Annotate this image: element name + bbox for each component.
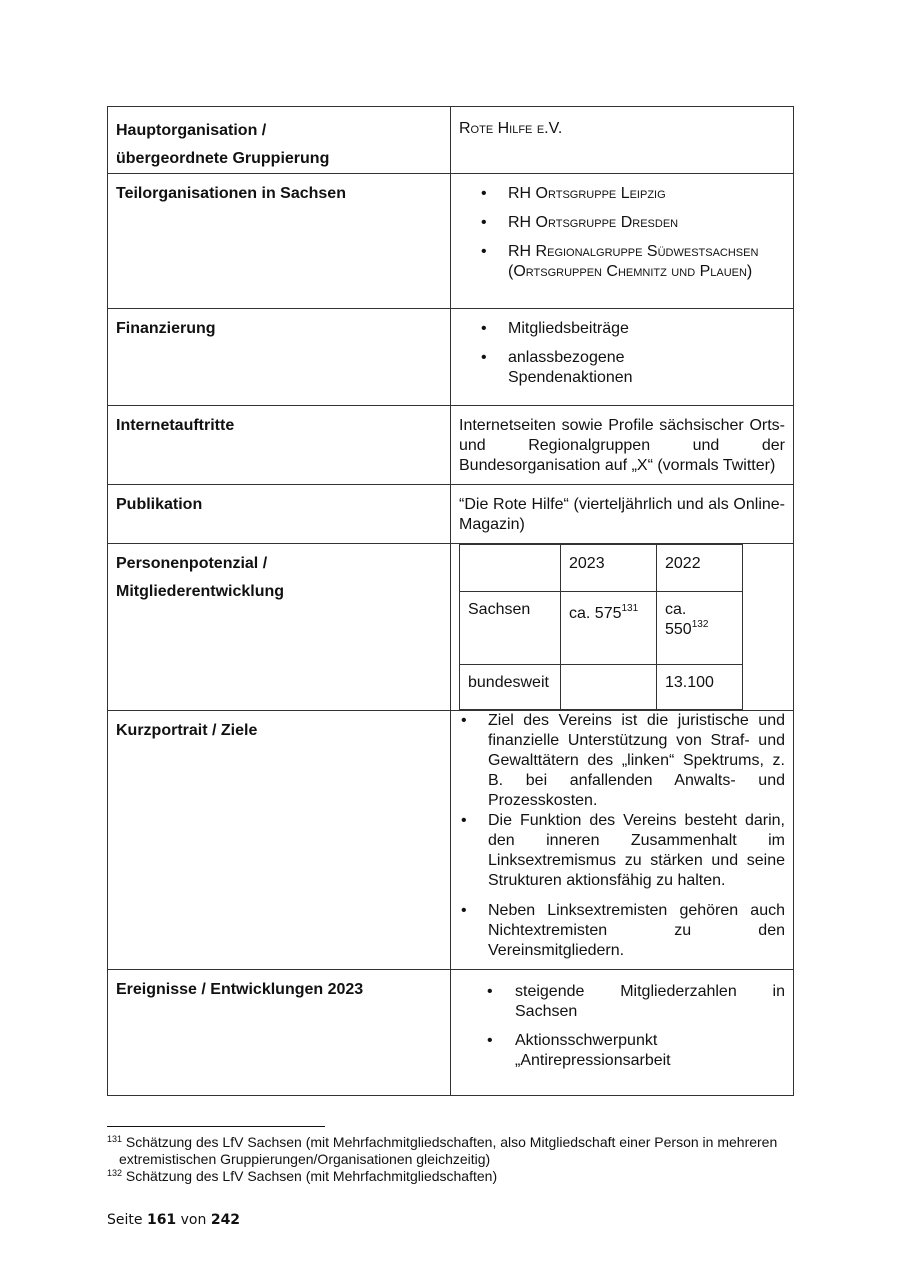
label-kurzportrait: Kurzportrait / Ziele	[116, 722, 258, 739]
bullet-icon: •	[481, 214, 487, 231]
list-item: • Aktionsschwerpunkt „Antirepressionsarbeit	[487, 1032, 671, 1069]
value-publikation: “Die Rote Hilfe“ (vierteljährlich und als Online-Magazin)	[459, 496, 785, 533]
bullet-icon: •	[461, 712, 467, 729]
cell-bundesweit-2022: 13.100	[657, 665, 743, 710]
label-mitgliederentwicklung: Mitgliederentwicklung	[116, 583, 285, 600]
label-teilorganisationen: Teilorganisationen in Sachsen	[116, 185, 346, 202]
row-personenpotenzial	[108, 544, 794, 711]
ereignisse-list	[459, 982, 785, 1071]
list-item: • Mitgliedsbeiträge	[481, 320, 629, 337]
list-item: • RH Ortsgruppe Dresden	[481, 214, 679, 231]
footnotes	[107, 1134, 794, 1185]
label-hauptorganisation: Hauptorganisation / übergeordnete Gruppierung	[116, 122, 330, 167]
bullet-icon: •	[487, 983, 493, 1000]
label-finanzierung: Finanzierung	[116, 320, 216, 337]
footnote-132: $^{132}$ Schätzung des LfV Sachsen (mit Mehrfachmitgliedschaften)	[107, 1168, 498, 1184]
footnote-ref: 131	[621, 603, 639, 614]
row-label-bundesweit: bundesweit	[460, 665, 561, 710]
table-row	[460, 545, 743, 592]
bullet-icon: •	[481, 185, 487, 202]
kurzportrait-list	[459, 711, 785, 961]
list-item: • Ziel des Vereins ist die juristische und finanzielle Unterstützung von Straf- und Gewalttätern des „linken“ Spektrums, z. B. bei anfallenden Anwalts- und Prozesskosten.	[461, 712, 785, 809]
footnote-divider	[107, 1126, 325, 1127]
membership-table	[459, 544, 743, 710]
label-internetauftritte: Internetauftritte	[116, 417, 235, 434]
bullet-icon: •	[487, 1032, 493, 1049]
list-item: • steigende Mitgliederzahlen in Sachsen	[487, 983, 785, 1020]
table-cell	[460, 545, 561, 592]
value-hauptorganisation: Rote Hilfe e.V.	[459, 120, 563, 137]
row-finanzierung	[108, 309, 794, 406]
label-personenpotenzial: Personenpotenzial /	[116, 555, 268, 572]
row-label-sachsen: Sachsen	[460, 592, 561, 665]
column-header-2022: 2022	[657, 545, 743, 592]
list-item: • RH Regionalgruppe Südwestsachsen (Ortsgruppen Chemnitz und Plauen)	[481, 243, 759, 280]
row-kurzportrait	[108, 711, 794, 970]
row-hauptorganisation	[108, 107, 794, 174]
list-item: • Die Funktion des Vereins besteht darin, den inneren Zusammenhalt im Linksextremismus zu stärken und seine Strukturen aktionsfähig zu halten.	[461, 812, 785, 889]
bullet-icon: •	[461, 902, 467, 919]
row-internetauftritte	[108, 406, 794, 485]
row-ereignisse	[108, 970, 794, 1096]
column-header-2023: 2023	[561, 545, 657, 592]
list-item: • anlassbezogene Spendenaktionen	[481, 349, 633, 386]
organisation-profile-table	[107, 106, 794, 1096]
teilorganisationen-list	[459, 184, 785, 282]
finanzierung-list	[459, 319, 785, 388]
table-row	[460, 592, 743, 665]
row-teilorganisationen	[108, 174, 794, 309]
bullet-icon: •	[481, 320, 487, 337]
cell-bundesweit-2023	[561, 665, 657, 710]
table-row	[460, 665, 743, 710]
bullet-icon: •	[461, 812, 467, 829]
cell-sachsen-2023: ca. $575^{131}$	[561, 592, 657, 665]
bullet-icon: •	[481, 243, 487, 260]
row-publikation	[108, 485, 794, 544]
footnote-ref: 132	[691, 619, 709, 630]
page-number: Seite 161 von 242	[107, 1212, 241, 1228]
footnote-131: $^{131}$ Schätzung des LfV Sachsen (mit Mehrfachmitgliedschaften, also Mitgliedschaft einer Person in mehreren extremistischen Gruppierungen/Organisationen gleichzeitig)	[107, 1134, 778, 1167]
label-ereignisse: Ereignisse / Entwicklungen 2023	[116, 981, 364, 998]
cell-sachsen-2022: ca. $550^{132}$	[657, 592, 743, 665]
value-internetauftritte: Internetseiten sowie Profile sächsischer Orts- und Regionalgruppen und der Bundesorganisation auf „X“ (vormals Twitter)	[459, 417, 785, 474]
label-publikation: Publikation	[116, 496, 203, 513]
list-item: • Neben Linksextremisten gehören auch Nichtextremisten zu den Vereinsmitgliedern.	[461, 902, 785, 959]
bullet-icon: •	[481, 349, 487, 366]
list-item: • RH Ortsgruppe Leipzig	[481, 185, 666, 202]
